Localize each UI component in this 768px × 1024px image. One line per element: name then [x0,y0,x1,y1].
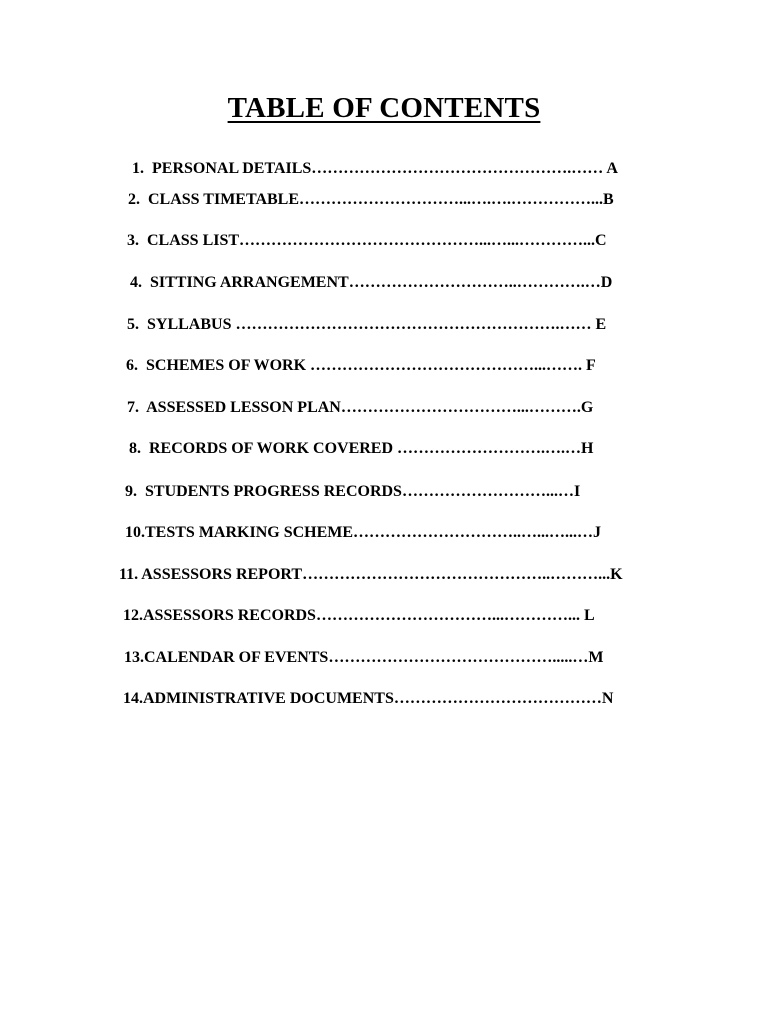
toc-entry-class-list: 3. CLASS LIST………………………………………...…...…………...C [127,232,607,249]
toc-entry-personal-details: 1. PERSONAL DETAILS………………………………………….…… A [132,160,618,177]
toc-entry-schemes-of-work: 6. SCHEMES OF WORK ……………………………………...……. F [126,357,596,374]
toc-entry-class-timetable: 2. CLASS TIMETABLE…………………………...….….……………...B [128,191,614,208]
toc-entry-sitting-arrangement: 4. SITTING ARRANGEMENT…………………………..………….…D [130,274,613,291]
toc-entry-administrative-documents: 14.ADMINISTRATIVE DOCUMENTS…………………………………N [123,690,614,707]
toc-entry-tests-marking-scheme: 10.TESTS MARKING SCHEME…………………………..…...…...…J [125,524,602,541]
page-title: TABLE OF CONTENTS [227,92,541,124]
toc-entry-records-of-work-covered: 8. RECORDS OF WORK COVERED ……………………….….…H [129,440,594,457]
toc-entry-syllabus: 5. SYLLABUS …………………………………………………….…… E [127,316,607,333]
toc-entry-assessed-lesson-plan: 7. ASSESSED LESSON PLAN……………………………...……….G [127,399,594,416]
toc-entry-assessors-records: 12.ASSESSORS RECORDS……………………………...…………... L [123,607,595,624]
toc-entry-assessors-report: 11. ASSESSORS REPORT………………………………………..………...K [119,566,623,583]
toc-entry-students-progress-records: 9. STUDENTS PROGRESS RECORDS………………………...…I [125,483,581,500]
toc-entry-calendar-of-events: 13.CALENDAR OF EVENTS…………………………………….....…M [124,649,604,666]
